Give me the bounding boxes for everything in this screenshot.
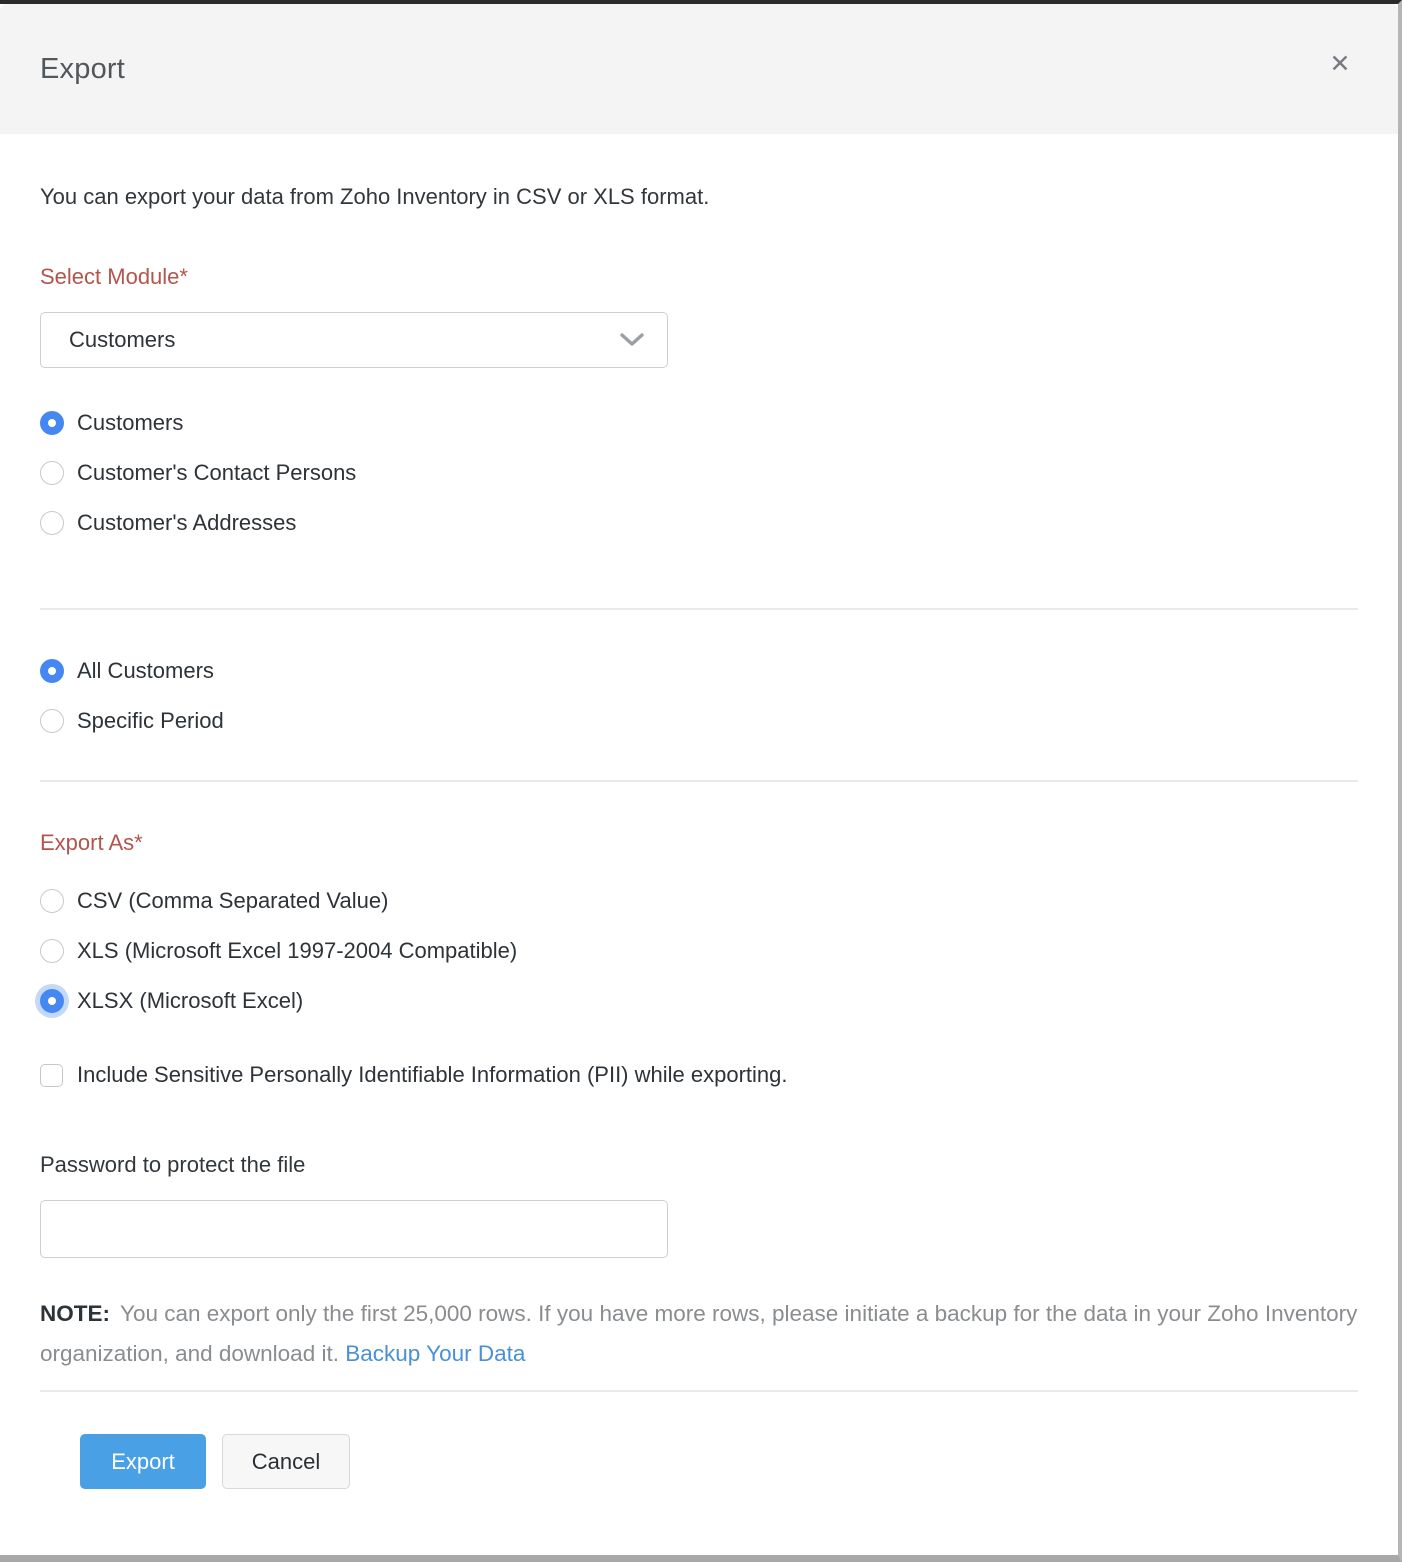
radio-xls[interactable] (40, 926, 1358, 976)
radio-button[interactable] (40, 461, 64, 485)
close-icon[interactable]: ✕ (1329, 49, 1351, 78)
radio-label: Specific Period (77, 708, 224, 733)
section-divider (40, 608, 1358, 610)
range-radio-group (40, 646, 1358, 746)
intro-text: You can export your data from Zoho Inventory in CSV or XLS format. (40, 184, 710, 209)
radio-button[interactable] (40, 889, 64, 913)
note-body: You can export only the first 25,000 rows. If you have more rows, please initiate a backup for the data in your Zoho Inventory organization, and download it. (40, 1301, 1358, 1366)
password-label: Password to protect the file (40, 1152, 306, 1177)
export-as-label: Export As* (40, 830, 143, 855)
dialog-header (0, 4, 1398, 134)
chevron-down-icon (619, 332, 645, 348)
radio-all-customers[interactable] (40, 646, 1358, 696)
radio-button-checked[interactable] (40, 659, 64, 683)
footer-buttons (80, 1434, 1358, 1489)
cancel-button[interactable]: Cancel (222, 1434, 350, 1489)
dialog-title: Export (40, 52, 126, 85)
radio-button-checked[interactable] (40, 411, 64, 435)
export-button[interactable]: Export (80, 1434, 206, 1489)
radio-label: XLSX (Microsoft Excel) (77, 988, 304, 1013)
pii-checkbox-row[interactable] (40, 1052, 1358, 1098)
radio-xlsx[interactable] (40, 976, 1358, 1026)
radio-button[interactable] (40, 709, 64, 733)
note-text (40, 1294, 1358, 1374)
section-divider (40, 780, 1358, 782)
pii-checkbox[interactable] (40, 1064, 63, 1087)
password-input[interactable] (40, 1200, 668, 1258)
footer-divider (40, 1390, 1358, 1392)
radio-customers-contact-persons[interactable] (40, 448, 1358, 498)
radio-button-checked[interactable] (40, 989, 64, 1013)
backup-your-data-link[interactable]: Backup Your Data (345, 1341, 526, 1366)
radio-label: CSV (Comma Separated Value) (77, 888, 389, 913)
radio-label: Customer's Contact Persons (77, 460, 357, 485)
radio-label: All Customers (77, 658, 214, 683)
radio-label: XLS (Microsoft Excel 1997-2004 Compatible) (77, 938, 518, 963)
module-dropdown-value: Customers (69, 327, 176, 352)
radio-label: Customers (77, 410, 184, 435)
radio-button[interactable] (40, 511, 64, 535)
pii-checkbox-label: Include Sensitive Personally Identifiable Information (PII) while exporting. (77, 1062, 788, 1087)
dialog-body (0, 134, 1398, 1489)
radio-customers-addresses[interactable] (40, 498, 1358, 548)
select-module-label: Select Module* (40, 264, 188, 289)
format-radio-group (40, 876, 1358, 1026)
radio-customers[interactable] (40, 398, 1358, 448)
radio-csv[interactable] (40, 876, 1358, 926)
radio-specific-period[interactable] (40, 696, 1358, 746)
module-radio-group (40, 398, 1358, 548)
module-dropdown[interactable] (40, 312, 668, 368)
note-prefix: NOTE: (40, 1301, 110, 1326)
radio-label: Customer's Addresses (77, 510, 297, 535)
radio-button[interactable] (40, 939, 64, 963)
